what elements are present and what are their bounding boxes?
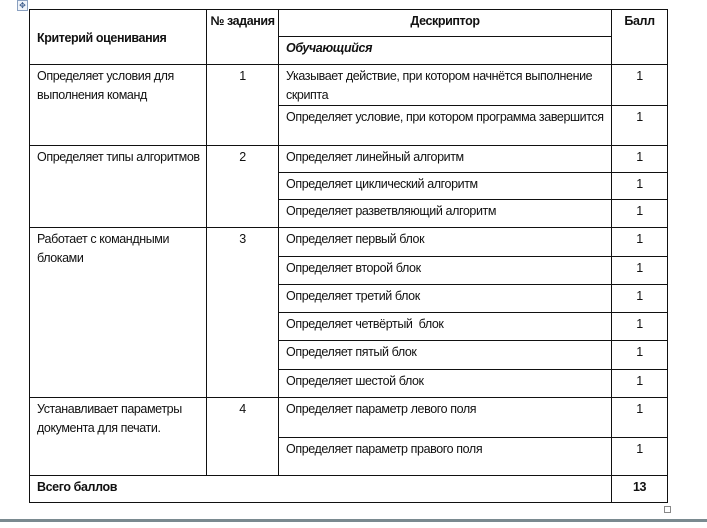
total-score: 13 (612, 476, 668, 503)
score-cell: 1 (612, 341, 668, 370)
score-cell: 1 (612, 173, 668, 200)
header-score: Балл (612, 10, 668, 65)
descriptor-cell: Определяет третий блок (279, 285, 612, 313)
score-cell: 1 (612, 200, 668, 228)
score-cell: 1 (612, 313, 668, 341)
descriptor-cell: Определяет пятый блок (279, 341, 612, 370)
score-cell: 1 (612, 146, 668, 173)
task-cell: 2 (207, 146, 279, 228)
table-row (30, 228, 668, 257)
score-cell: 1 (612, 228, 668, 257)
descriptor-cell: Определяет четвёртый блок (279, 313, 612, 341)
assessment-table (29, 9, 668, 503)
descriptor-cell: Определяет шестой блок (279, 370, 612, 398)
total-label: Всего баллов (30, 476, 612, 503)
score-cell: 1 (612, 370, 668, 398)
descriptor-cell: Определяет линейный алгоритм (279, 146, 612, 173)
total-row (30, 476, 668, 503)
header-task-no: № задания (207, 10, 279, 65)
task-cell: 1 (207, 65, 279, 146)
criterion-cell: Устанавливает параметры документа для печати. (30, 398, 207, 476)
descriptor-cell: Определяет циклический алгоритм (279, 173, 612, 200)
descriptor-cell: Определяет первый блок (279, 228, 612, 257)
table-move-handle-icon[interactable]: ✥ (17, 0, 28, 11)
page-bottom-divider (0, 519, 707, 522)
header-descriptor: Дескриптор (279, 10, 612, 37)
descriptor-cell: Определяет второй блок (279, 257, 612, 285)
table-row (30, 146, 668, 173)
score-cell: 1 (612, 398, 668, 438)
task-cell: 4 (207, 398, 279, 476)
score-cell: 1 (612, 65, 668, 106)
descriptor-cell: Определяет условие, при котором программа завершится (279, 106, 612, 146)
descriptor-cell: Определяет параметр правого поля (279, 438, 612, 476)
criterion-cell: Определяет типы алгоритмов (30, 146, 207, 228)
descriptor-cell: Определяет разветвляющий алгоритм (279, 200, 612, 228)
criterion-cell: Работает с командными блоками (30, 228, 207, 398)
score-cell: 1 (612, 438, 668, 476)
header-criterion: Критерий оценивания (30, 10, 207, 65)
score-cell: 1 (612, 285, 668, 313)
table-row (30, 398, 668, 438)
descriptor-cell: Указывает действие, при котором начнётся выполнение скрипта (279, 65, 612, 106)
score-cell: 1 (612, 106, 668, 146)
criterion-cell: Определяет условия для выполнения команд (30, 65, 207, 146)
task-cell: 3 (207, 228, 279, 398)
table-resize-handle[interactable] (664, 506, 671, 513)
header-learner: Обучающийся (279, 37, 612, 65)
descriptor-cell: Определяет параметр левого поля (279, 398, 612, 438)
score-cell: 1 (612, 257, 668, 285)
table-row (30, 65, 668, 106)
